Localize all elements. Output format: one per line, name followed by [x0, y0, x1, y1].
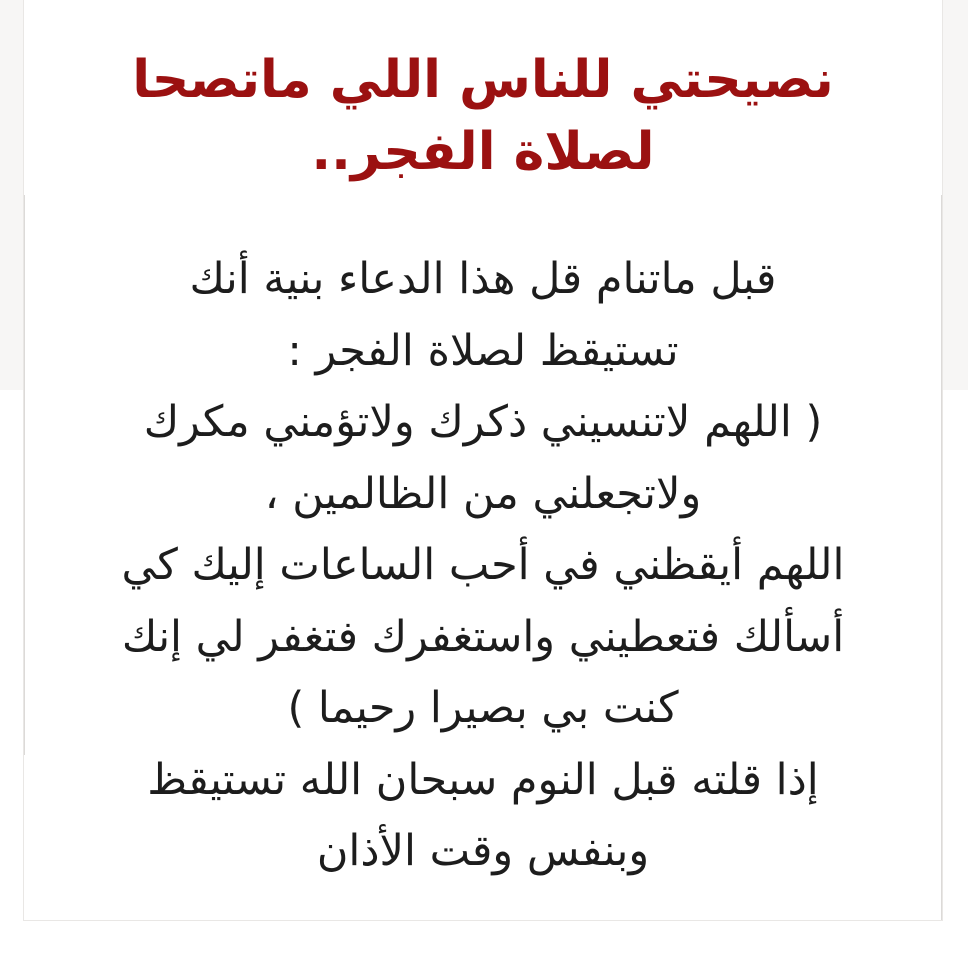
left-divider [24, 195, 25, 755]
title-line-2: لصلاة الفجر.. [311, 122, 655, 182]
body-line: تستيقظ لصلاة الفجر : [287, 325, 679, 376]
body-line: ( اللهم لاتنسيني ذكرك ولاتؤمني مكرك [143, 397, 823, 447]
body-line: أسألك فتعطيني واستغفرك فتغفر لي إنك [121, 611, 845, 662]
body-line: إذا قلته قبل النوم سبحان الله تستيقظ [147, 754, 819, 805]
body-line: كنت بي بصيرا رحيما ) [287, 683, 679, 733]
body-line: قبل ماتنام قل هذا الدعاء بنية أنك [189, 254, 777, 304]
post-card [24, 0, 942, 920]
right-divider [941, 195, 942, 920]
body-line: ولاتجعلني من الظالمين ، [264, 468, 702, 519]
title-line-1: نصيحتي للناس اللي ماتصحا [132, 50, 834, 110]
post-title [24, 44, 942, 188]
body-line: وبنفس وقت الأذان [316, 826, 650, 876]
post-body [24, 244, 942, 888]
body-line: اللهم أيقظني في أحب الساعات إليك كي [121, 540, 845, 590]
post-content [24, 0, 942, 888]
